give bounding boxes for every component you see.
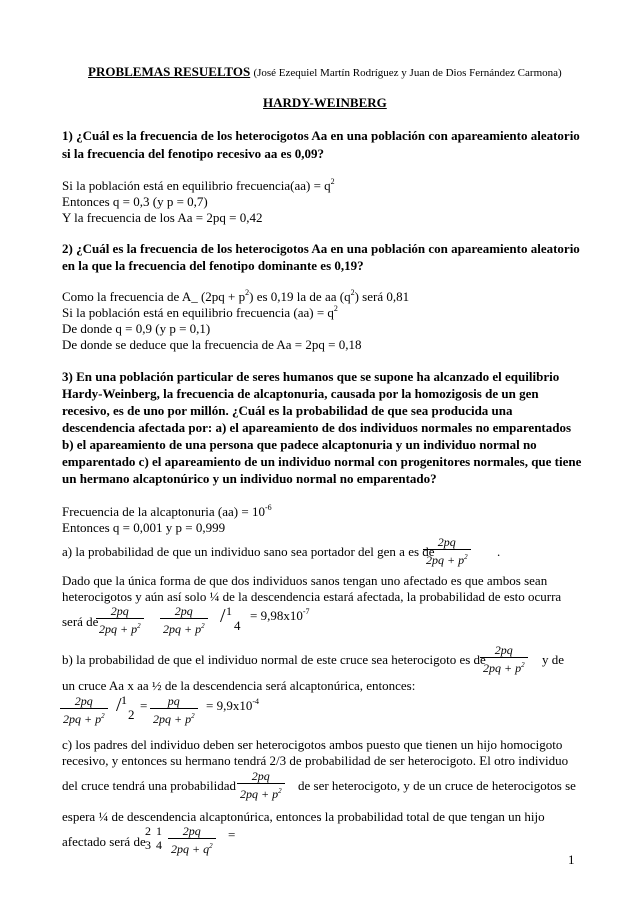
q3-question-line: 3) En una población particular de seres humanos que se supone ha alcanzado el equilibrio [62, 369, 560, 384]
q2-answer-line3: De donde q = 0,9 (y p = 0,1) [62, 321, 211, 336]
document-authors: (José Ezequiel Martín Rodríguez y Juan de Dios Fernández Carmona) [253, 67, 562, 79]
one-half-numerator: 1 [121, 693, 127, 707]
q1-question-line2: si la frecuencia del fenotipo recesivo aa es 0,09? [62, 146, 325, 161]
q3-question-line: descendencia afectada por: a) el apareamiento de dos individuos normales no emparentados [62, 420, 572, 435]
fraction-2pq-over-2pq-p2: $\frac{2pq}{2pq + p^2}$ [480, 643, 528, 675]
q2-answer-line4: De donde se deduce que la frecuencia de Aa = 2pq = 0,18 [62, 337, 362, 352]
q3-explain-line1: Dado que la única forma de que dos individuos sanos tengan uno afectado es que ambos sean [62, 573, 548, 588]
q3-result-a: = $9,98x10^{-7}$ [250, 607, 310, 623]
q3-part-c-line3a: del cruce tendrá una probabilidad [62, 778, 236, 793]
fraction-2-over-3: 2 3 [145, 824, 151, 852]
q3-part-c-line3b: de ser heterocigoto, y de un cruce de heterocigotos se [298, 778, 576, 793]
fraction-2pq-over-2pq-p2: $\frac{2pq}{2pq + p^2}$ [237, 769, 285, 801]
fraction-slash: / [220, 605, 226, 627]
one-quarter-denominator: 4 [234, 618, 241, 633]
q3-question-line: b) el apareamiento de una persona que padece alcaptonuria y un individuo normal no [62, 437, 537, 452]
q3-result-b: = $9,9x10^{-4}$ [206, 697, 260, 713]
q3-part-b-text: b) la probabilidad de que el individuo normal de este cruce sea heterocigoto es de [62, 652, 486, 667]
q3-part-c-line4: espera ¼ de descendencia alcaptonúrica, entonces la probabilidad total de que tengan un hijo [62, 809, 545, 824]
fraction-2pq-over-2pq-p2: $\frac{2pq}{2pq + p^2}$ [60, 694, 108, 726]
q3-frequency-line: Frecuencia de la alcaptonuria $(aa) = 10^{-6}$ [62, 503, 272, 519]
q2-question-line1: 2) ¿Cuál es la frecuencia de los heterocigotos Aa en una población con apareamiento aleatorio [62, 241, 580, 256]
section-title: HARDY-WEINBERG [263, 95, 387, 110]
fraction-pq-over-2pq-p2: $\frac{pq}{2pq + p^2}$ [150, 694, 198, 726]
document-title: PROBLEMAS RESUELTOS [88, 64, 251, 79]
q2-answer-line2: Si la población está en equilibrio frecuencia $(aa) = q^2$ [62, 304, 338, 320]
q3-part-b-line2: un cruce Aa x aa ½ de la descendencia será alcaptonúrica, entonces: [62, 678, 416, 693]
q3-question-line: un hermano alcaptonúrico y un individuo normal no emparentado? [62, 471, 437, 486]
one-half-denominator: 2 [128, 707, 135, 722]
fraction-1-over-4: 1 4 [156, 824, 162, 852]
q1-question-line1: 1) ¿Cuál es la frecuencia de los heterocigotos Aa en una población con apareamiento aleatorio [62, 128, 580, 143]
page-number: 1 [568, 852, 575, 867]
q3-part-a-text: a) la probabilidad de que un individuo sano sea portador del gen a es de [62, 544, 435, 559]
q2-answer-line1: Como la frecuencia de A_ $(2pq + p^2)$ es 0,19 la de aa $(q^2)$ será 0,81 [62, 288, 410, 304]
fraction-2pq-over-2pq-p2: $\frac{2pq}{2pq + p^2}$ [160, 604, 208, 636]
fraction-2pq-over-2pq-q2: $\frac{2pq}{2pq + q^2}$ [168, 824, 216, 856]
q1-answer-line3: Y la frecuencia de los Aa = 2pq = 0,42 [62, 210, 263, 225]
document-header [88, 64, 562, 81]
q3-then-line: Entonces q = 0,001 y p = 0,999 [62, 520, 226, 535]
one-quarter-numerator: 1 [226, 604, 232, 618]
q3-question-line: Hardy-Weinberg, la frecuencia de alcaptonuria, causada por la homozigosis de un gen [62, 386, 539, 401]
q2-question-line2: en la que la frecuencia del fenotipo dominante es 0,19? [62, 258, 364, 273]
equals-sign: = [140, 698, 148, 713]
q3-sera-de-label: será de [62, 614, 99, 629]
q3-part-a-dot: . [497, 544, 501, 559]
fraction-slash: / [116, 694, 122, 716]
q3-question-line: emparentado c) el apareamiento de un individuo normal con progenitores normales, que tiene [62, 454, 582, 469]
equals-sign: = [228, 827, 236, 842]
q3-question-line: recesivo, es de uno por millón. ¿Cuál es la probabilidad de que sea producida una [62, 403, 513, 418]
q3-explain-line2: heterocigotos y aún así solo ¼ de la descendencia estará afectada, la probabilidad de esto ocurra [62, 589, 562, 604]
q3-part-c-line2: recesivo, y entonces su hermano tendrá 2/3 de probabilidad de ser heterocigoto. El otro individuo [62, 753, 569, 768]
fraction-2pq-over-2pq-p2: $\frac{2pq}{2pq + p^2}$ [423, 535, 471, 567]
q1-answer-line2: Entonces q = 0,3 (y p = 0,7) [62, 194, 208, 209]
q3-part-c-line1: c) los padres del individuo deben ser heterocigotos ambos puesto que tienen un hijo homocigoto [62, 737, 563, 752]
fraction-2pq-over-2pq-p2: $\frac{2pq}{2pq + p^2}$ [96, 604, 144, 636]
q1-answer-line1: Si la población está en equilibrio frecuencia(aa) = $q^2$ [62, 177, 335, 193]
q3-part-c-line5: afectado será de [62, 834, 146, 849]
q3-part-b-y-de: y de [542, 652, 565, 667]
